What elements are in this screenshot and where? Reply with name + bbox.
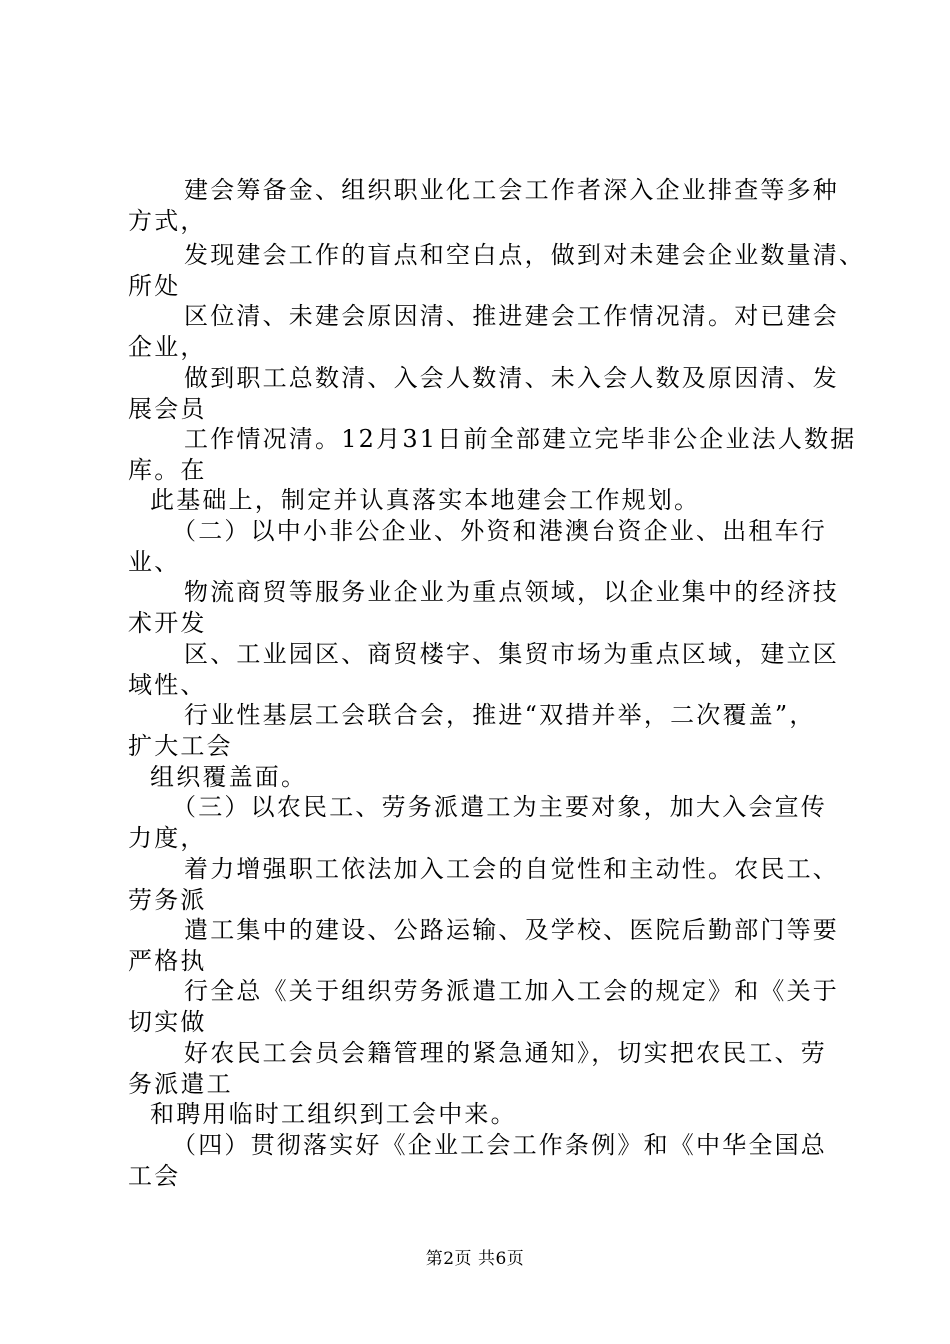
text-line: 务派遣工 [128, 1070, 233, 1098]
text-line: 方式， [128, 207, 207, 235]
text-line: 发现建会工作的盲点和空白点，做到对未建会企业数量清、 [184, 241, 866, 269]
text-line: 力度， [128, 824, 207, 852]
text-line: 严格执 [128, 947, 207, 975]
text-line: 此基础上，制定并认真落实本地建会工作规划。 [150, 486, 701, 514]
text-line: （三）以农民工、劳务派遣工为主要对象，加大入会宣传 [172, 793, 827, 821]
text-line: 业、 [128, 548, 181, 576]
text-line: 区、工业园区、商贸楼宇、集贸市场为重点区域，建立区 [184, 640, 839, 668]
page-number-footer: 第2页 共6页 [425, 1249, 525, 1269]
text-line: 劳务派 [128, 886, 207, 914]
text-line: （四）贯彻落实好《企业工会工作条例》和《中华全国总 [172, 1131, 827, 1159]
text-line: 工作情况清。12月31日前全部建立完毕非公企业法人数据 [184, 425, 857, 453]
text-line: 物流商贸等服务业企业为重点领域，以企业集中的经济技 [184, 578, 839, 606]
text-line: 术开发 [128, 609, 207, 637]
text-line: 建会筹备金、组织职业化工会工作者深入企业排查等多种 [184, 176, 839, 204]
text-line: 企业， [128, 333, 207, 361]
text-line: 库。在 [128, 456, 207, 484]
text-line: 工会 [128, 1162, 181, 1190]
text-line: 做到职工总数清、入会人数清、未入会人数及原因清、发 [184, 364, 839, 392]
text-line: 区位清、未建会原因清、推进建会工作情况清。对已建会 [184, 302, 839, 330]
text-line: 所处 [128, 272, 181, 300]
text-line: 展会员 [128, 395, 207, 423]
text-line: （二）以中小非公企业、外资和港澳台资企业、出租车行 [172, 517, 827, 545]
text-line: 行业性基层工会联合会，推进“双措并举，二次覆盖”， [184, 701, 816, 729]
text-line: 遣工集中的建设、公路运输、及学校、医院后勤部门等要 [184, 916, 839, 944]
text-line: 切实做 [128, 1008, 207, 1036]
text-line: 域性、 [128, 671, 207, 699]
text-line: 组织覆盖面。 [150, 763, 308, 791]
text-line: 和聘用临时工组织到工会中来。 [150, 1100, 517, 1128]
text-line: 好农民工会员会籍管理的紧急通知》，切实把农民工、劳 [184, 1039, 827, 1067]
text-line: 行全总《关于组织劳务派遣工加入工会的规定》和《关于 [184, 977, 839, 1005]
text-line: 着力增强职工依法加入工会的自觉性和主动性。农民工、 [184, 855, 839, 883]
text-line: 扩大工会 [128, 732, 233, 760]
